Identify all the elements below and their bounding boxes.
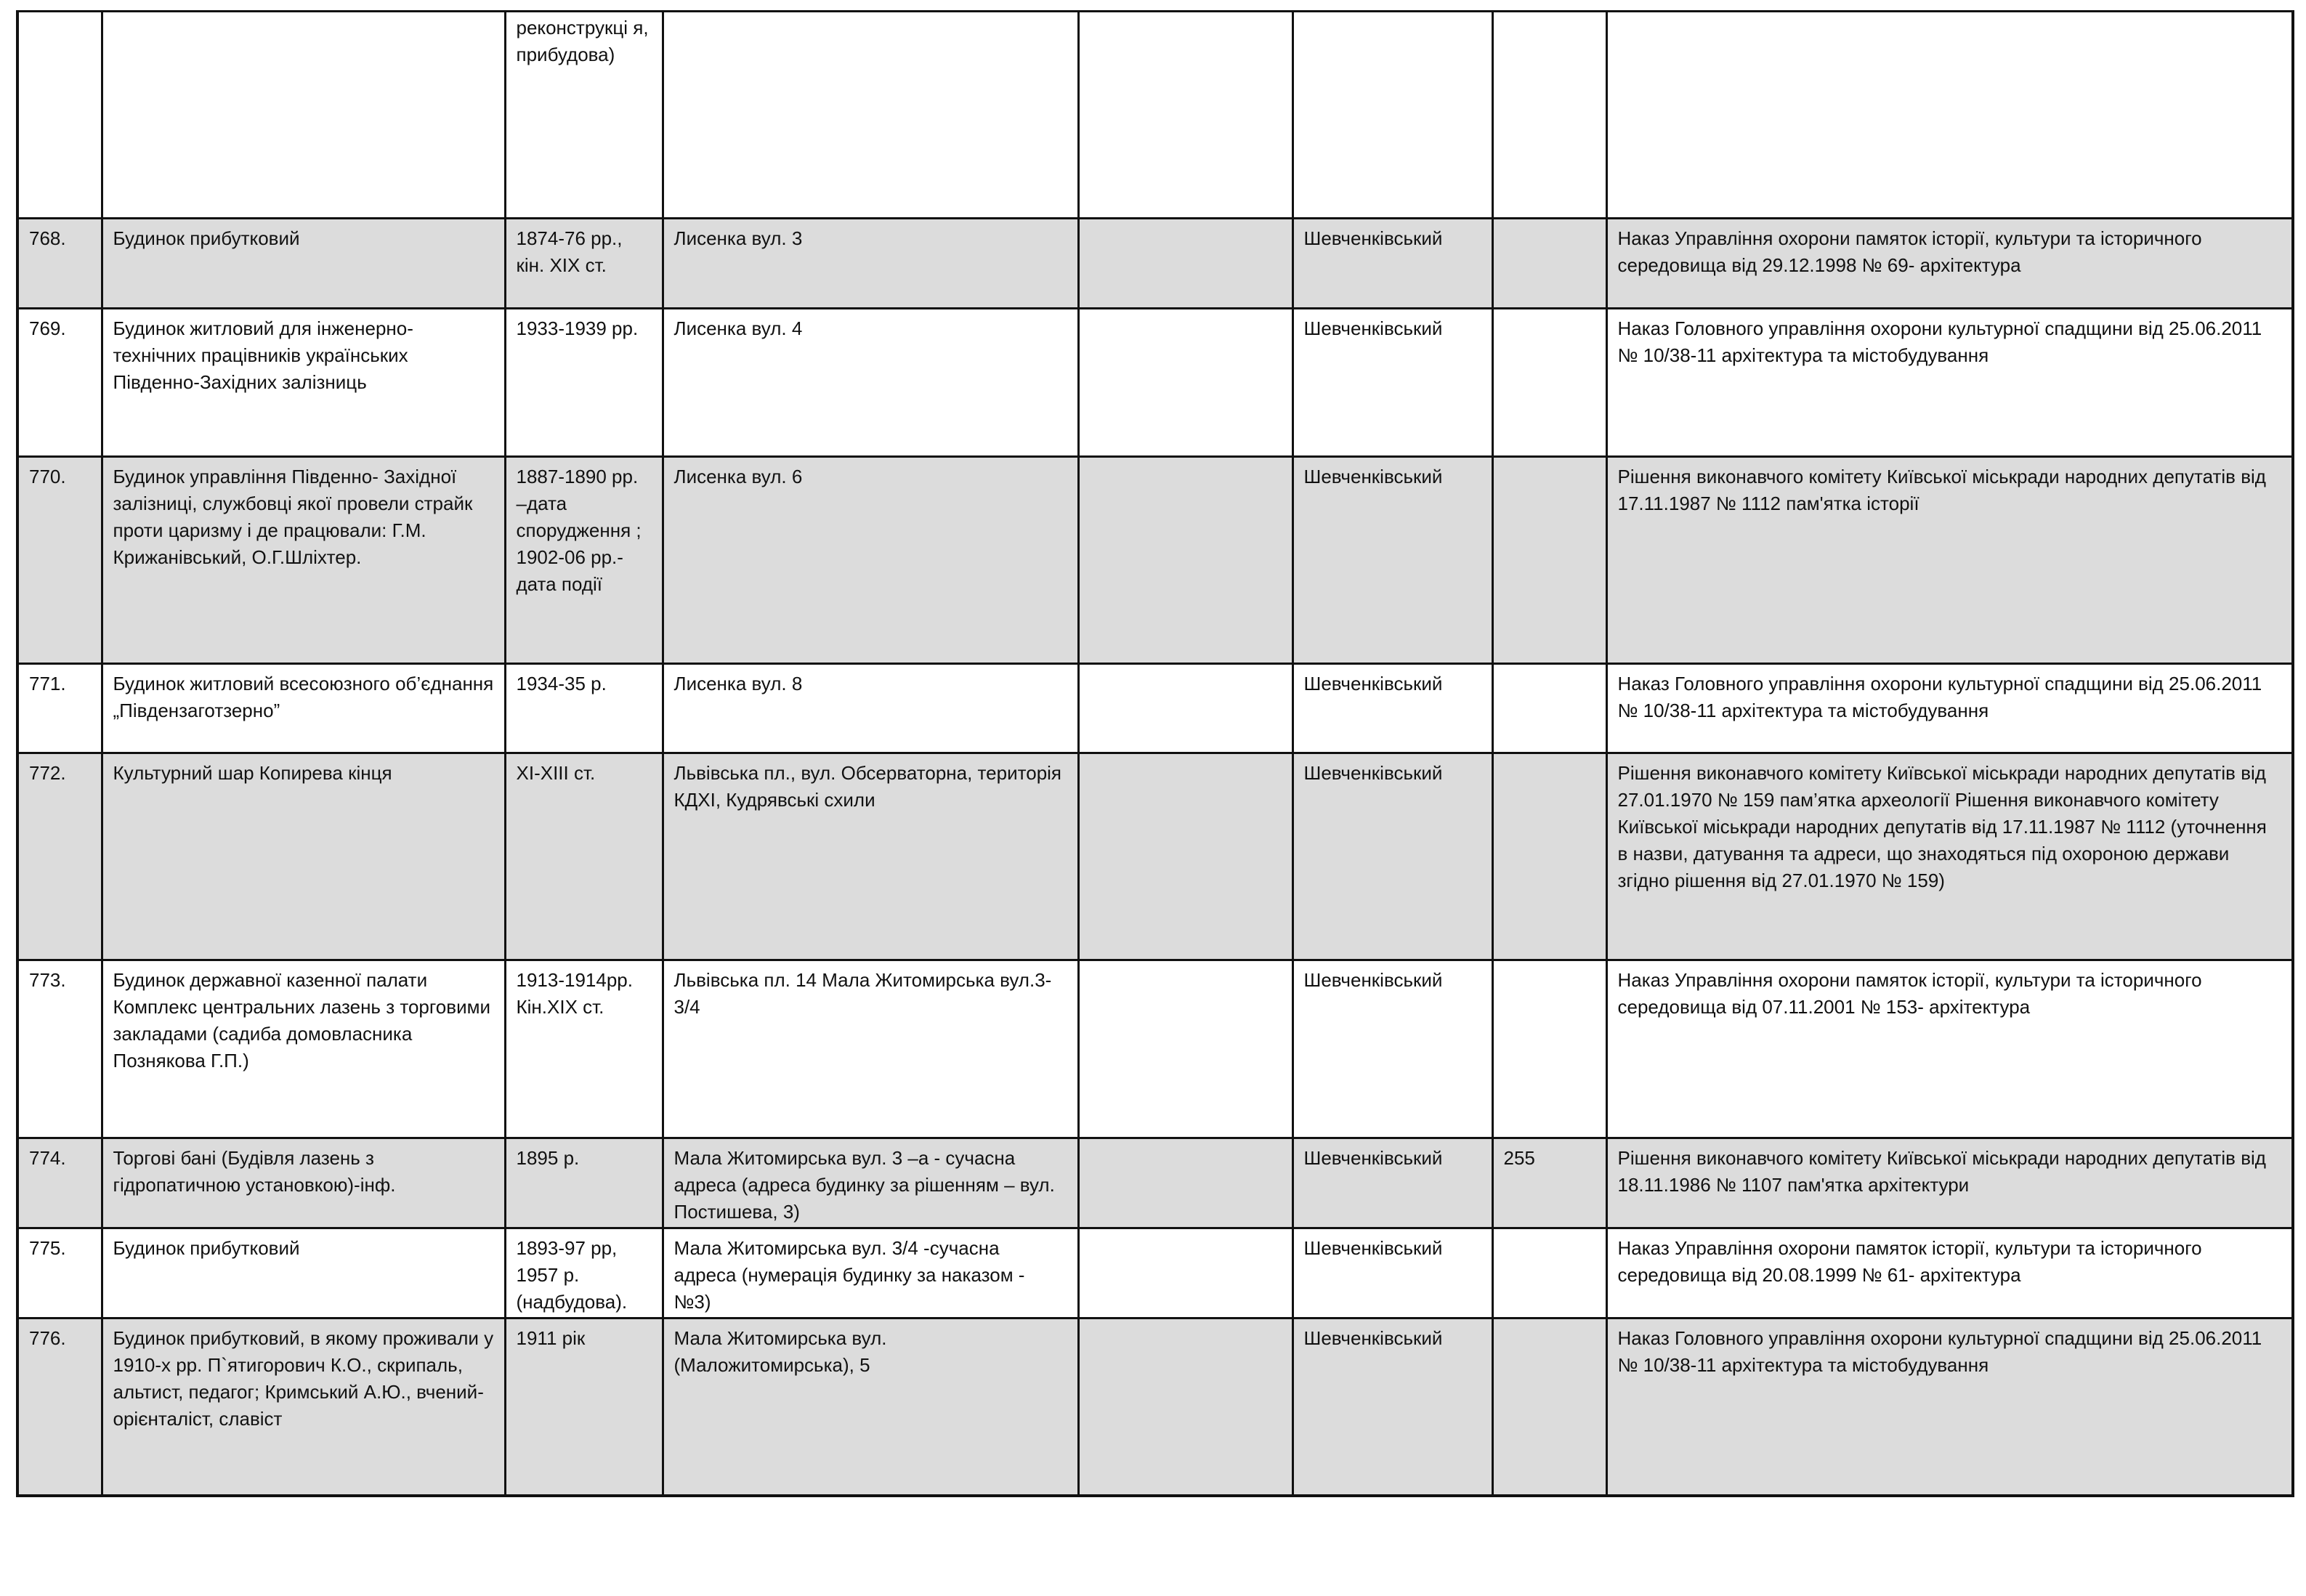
cell-document: Наказ Головного управління охорони культурної спадщини від 25.06.2011 № 10/38-11 архітектура та містобудування: [1606, 1318, 2293, 1496]
table-row: [17, 219, 2293, 309]
cell-protection-number: [1492, 960, 1606, 1138]
monuments-table: [16, 10, 2294, 1497]
cell-date: 1895 р.: [505, 1138, 663, 1228]
cell-address: Лисенка вул. 8: [663, 664, 1078, 753]
table-row: [17, 309, 2293, 457]
cell-address: Лисенка вул. 6: [663, 457, 1078, 664]
cell-number: 772.: [17, 753, 102, 960]
cell-number: [17, 12, 102, 219]
cell-protection-number: [1492, 664, 1606, 753]
cell-district: [1292, 12, 1492, 219]
cell-empty: [1078, 1228, 1292, 1318]
cell-date: 1887-1890 рр. –дата спорудження ; 1902-06 рр.- дата події: [505, 457, 663, 664]
table-row: [17, 960, 2293, 1138]
cell-name: Будинок прибутковий: [102, 1228, 505, 1318]
cell-date: 1911 рік: [505, 1318, 663, 1496]
cell-district: Шевченківський: [1292, 457, 1492, 664]
cell-address: Мала Житомирська вул. 3 –а - сучасна адреса (адреса будинку за рішенням – вул. Постишева, 3): [663, 1138, 1078, 1228]
cell-empty: [1078, 753, 1292, 960]
cell-empty: [1078, 664, 1292, 753]
cell-name: Будинок державної казенної палати Комплекс центральних лазень з торговими закладами (садиба домовласника Познякова Г.П.): [102, 960, 505, 1138]
cell-number: 770.: [17, 457, 102, 664]
cell-protection-number: [1492, 1318, 1606, 1496]
cell-district: Шевченківський: [1292, 753, 1492, 960]
cell-protection-number: 255: [1492, 1138, 1606, 1228]
cell-date: реконструкці я, прибудова): [505, 12, 663, 219]
cell-name: Будинок прибутковий, в якому проживали у 1910-х рр. П`ятигорович К.О., скрипаль, альтист, педагог; Кримський А.Ю., вчений-орієнталіст, славіст: [102, 1318, 505, 1496]
cell-number: 768.: [17, 219, 102, 309]
table-row: [17, 753, 2293, 960]
cell-number: 776.: [17, 1318, 102, 1496]
cell-empty: [1078, 12, 1292, 219]
cell-number: 774.: [17, 1138, 102, 1228]
cell-empty: [1078, 960, 1292, 1138]
table-row: [17, 1138, 2293, 1228]
cell-protection-number: [1492, 457, 1606, 664]
cell-name: Будинок прибутковий: [102, 219, 505, 309]
cell-address: Мала Житомирська вул. 3/4 -сучасна адреса (нумерація будинку за наказом - №3): [663, 1228, 1078, 1318]
registry-sheet: [16, 10, 2294, 1497]
cell-date: 1933-1939 рр.: [505, 309, 663, 457]
cell-name: Будинок житловий всесоюзного об’єднання „Південзаготзерно”: [102, 664, 505, 753]
cell-name: Будинок управління Південно- Західної залізниці, службовці якої провели страйк проти царизму і де працювали: Г.М. Крижанівський, О.Г.Шліхтер.: [102, 457, 505, 664]
cell-date: 1874-76 рр., кін. ХІХ ст.: [505, 219, 663, 309]
cell-document: Наказ Головного управління охорони культурної спадщини від 25.06.2011 № 10/38-11 архітектура та містобудування: [1606, 309, 2293, 457]
cell-document: Рішення виконавчого комітету Київської міськради народних депутатів від 27.01.1970 № 159 пам’ятка археології Рішення виконавчого комітету Київської міськради народних депутатів від 17.11.1987 № 1112 (уточнення в назви, датування та адреси, що знаходяться під охороною держави згідно рішення від 27.01.1970 № 159): [1606, 753, 2293, 960]
cell-district: Шевченківський: [1292, 1318, 1492, 1496]
cell-district: Шевченківський: [1292, 960, 1492, 1138]
cell-name: [102, 12, 505, 219]
cell-protection-number: [1492, 219, 1606, 309]
table-row: [17, 1228, 2293, 1318]
cell-protection-number: [1492, 753, 1606, 960]
cell-empty: [1078, 219, 1292, 309]
cell-date: ХІ-ХІІІ ст.: [505, 753, 663, 960]
cell-address: Львівська пл., вул. Обсерваторна, територія КДХІ, Кудрявські схили: [663, 753, 1078, 960]
cell-document: Наказ Головного управління охорони культурної спадщини від 25.06.2011 № 10/38-11 архітектура та містобудування: [1606, 664, 2293, 753]
cell-document: Наказ Управління охорони памяток історії, культури та історичного середовища від 07.11.2001 № 153- архітектура: [1606, 960, 2293, 1138]
cell-empty: [1078, 1318, 1292, 1496]
cell-address: Лисенка вул. 3: [663, 219, 1078, 309]
cell-protection-number: [1492, 12, 1606, 219]
cell-protection-number: [1492, 1228, 1606, 1318]
cell-name: Торгові бані (Будівля лазень з гідропатичною установкою)-інф.: [102, 1138, 505, 1228]
table-row: [17, 457, 2293, 664]
cell-document: [1606, 12, 2293, 219]
cell-district: Шевченківський: [1292, 1228, 1492, 1318]
cell-district: Шевченківський: [1292, 309, 1492, 457]
cell-address: Мала Житомирська вул. (Маложитомирська), 5: [663, 1318, 1078, 1496]
table-row: [17, 12, 2293, 219]
cell-date: 1934-35 р.: [505, 664, 663, 753]
cell-address: Львівська пл. 14 Мала Житомирська вул.3-3/4: [663, 960, 1078, 1138]
cell-empty: [1078, 309, 1292, 457]
cell-empty: [1078, 1138, 1292, 1228]
cell-document: Наказ Управління охорони памяток історії, культури та історичного середовища від 20.08.1999 № 61- архітектура: [1606, 1228, 2293, 1318]
cell-name: Культурний шар Копирева кінця: [102, 753, 505, 960]
cell-protection-number: [1492, 309, 1606, 457]
cell-name: Будинок житловий для інженерно-технічних працівників українських Південно-Західних залізниць: [102, 309, 505, 457]
cell-number: 775.: [17, 1228, 102, 1318]
cell-number: 771.: [17, 664, 102, 753]
cell-document: Наказ Управління охорони памяток історії, культури та історичного середовища від 29.12.1998 № 69- архітектура: [1606, 219, 2293, 309]
cell-district: Шевченківський: [1292, 1138, 1492, 1228]
cell-document: Рішення виконавчого комітету Київської міськради народних депутатів від 17.11.1987 № 1112 пам'ятка історії: [1606, 457, 2293, 664]
cell-empty: [1078, 457, 1292, 664]
cell-address: [663, 12, 1078, 219]
cell-document: Рішення виконавчого комітету Київської міськради народних депутатів від 18.11.1986 № 1107 пам'ятка архітектури: [1606, 1138, 2293, 1228]
cell-district: Шевченківський: [1292, 219, 1492, 309]
cell-number: 773.: [17, 960, 102, 1138]
cell-address: Лисенка вул. 4: [663, 309, 1078, 457]
cell-district: Шевченківський: [1292, 664, 1492, 753]
table-row: [17, 1318, 2293, 1496]
cell-date: 1913-1914рр. Кін.ХІХ ст.: [505, 960, 663, 1138]
cell-date: 1893-97 рр, 1957 р. (надбудова).: [505, 1228, 663, 1318]
table-row: [17, 664, 2293, 753]
cell-number: 769.: [17, 309, 102, 457]
